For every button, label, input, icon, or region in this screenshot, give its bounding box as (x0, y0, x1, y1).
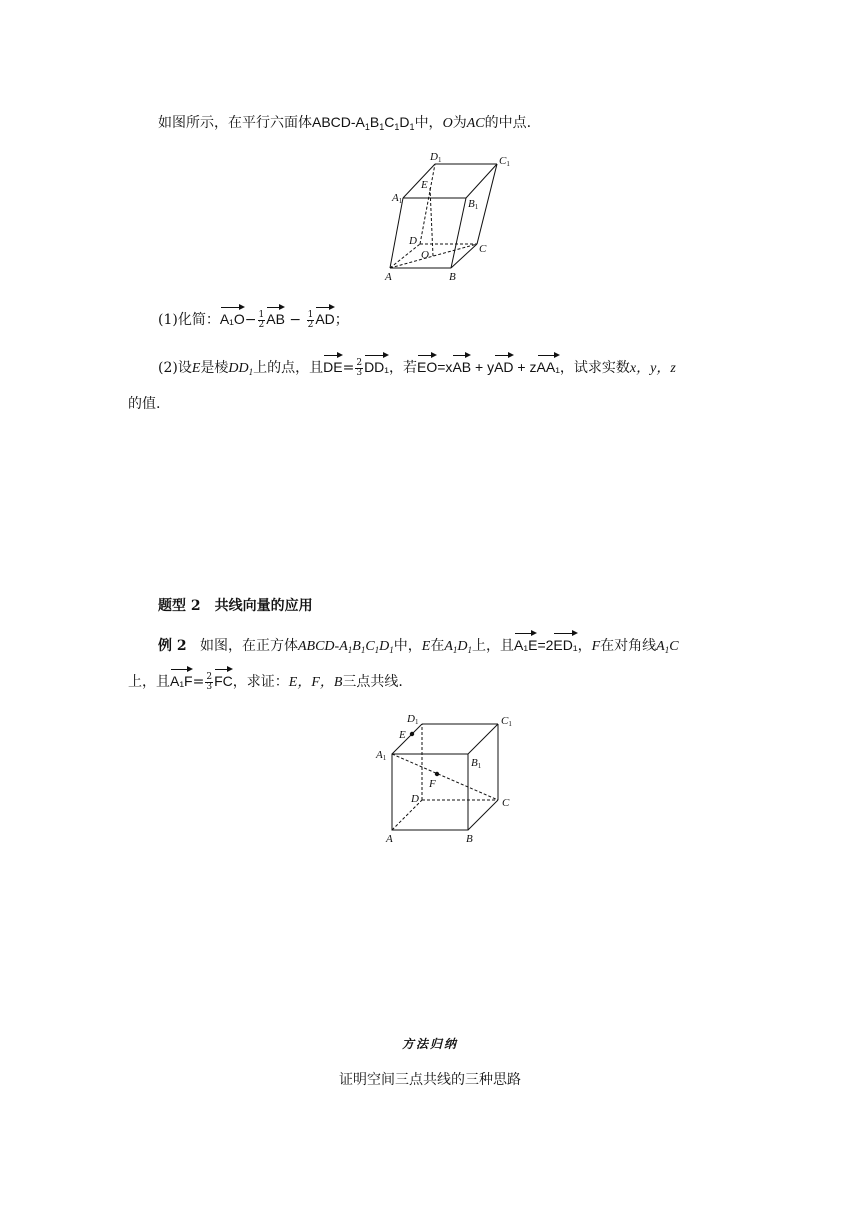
diagonal-A1C (392, 754, 498, 800)
label-B: B (466, 833, 473, 845)
intro-text: 中， (414, 115, 443, 131)
label-A: A (385, 271, 392, 283)
example-text: 中， (393, 638, 422, 654)
part2-text: 是棱 (200, 360, 229, 376)
label-D: D (409, 235, 417, 247)
vector-FC: FC (214, 668, 233, 691)
method-heading-text: 方法归纳 (401, 1037, 458, 1051)
vector-A1O: A₁O (220, 306, 245, 329)
parallelepiped-figure (380, 148, 540, 288)
problem1-part2 (158, 354, 676, 382)
edge-A1D1-text: $A_1D_1$ (444, 639, 473, 655)
label-B1: B1 (468, 198, 479, 211)
example-text: 上，且 (128, 674, 170, 690)
method-heading (0, 1034, 860, 1054)
edge-A1D1 (392, 724, 422, 754)
problem1-part2-tail (128, 394, 160, 414)
operator: + y (471, 359, 495, 375)
problem1-intro (158, 112, 531, 137)
intro-text: 如图所示，在平行六面体 (158, 115, 312, 131)
part2-text: 上的点，且 (253, 360, 324, 376)
fraction-two-thirds: $\frac{2}{3}$ (206, 671, 213, 692)
vector-AD: AD (315, 306, 334, 329)
label-F: F (429, 778, 436, 790)
part1-label: (1)化简： (158, 312, 220, 328)
fraction-half: $\frac{1}{2}$ (258, 309, 265, 330)
segment-AC: AC (466, 116, 485, 131)
operator: = (192, 674, 205, 690)
operator: − (284, 312, 306, 328)
example-text: ，求证： (232, 674, 289, 690)
example-text: 如图，在正方体 (199, 638, 298, 654)
edge-A1D1 (403, 164, 435, 198)
point-E: E (191, 361, 201, 376)
fraction-half: $\frac{1}{2}$ (307, 309, 314, 330)
label-C1: C1 (501, 715, 512, 728)
vector-AD: AD (494, 354, 513, 377)
vector-A1F: A₁F (170, 668, 193, 691)
edge-B1C1 (468, 724, 498, 754)
operator: =2 (537, 637, 554, 653)
vector-DE: DE (323, 354, 342, 377)
label-C: C (479, 243, 487, 255)
example-label: 例 2 (158, 638, 187, 654)
example-text: 在 (430, 638, 445, 654)
section2-title (158, 596, 313, 616)
method-subheading (0, 1070, 860, 1090)
edge-BC (468, 800, 498, 830)
operator: + z (513, 359, 537, 375)
label-C: C (502, 797, 510, 809)
example-text: 在对角线 (600, 638, 657, 654)
example2-line2 (128, 668, 403, 693)
cube-figure (370, 710, 530, 850)
part2-text: ，试求实数 (559, 360, 630, 376)
vector-AB: AB (452, 354, 471, 377)
edge-CC1 (477, 164, 497, 244)
label-B1: B1 (471, 757, 482, 770)
diagonal-A1C-text: $A_1C$ (656, 639, 679, 655)
point-O: O (442, 116, 453, 131)
example2-line1 (158, 632, 679, 660)
edge-BB1 (451, 198, 466, 268)
intro-text: 的中点. (484, 115, 532, 131)
point-F: F (591, 639, 601, 654)
label-O: O (421, 249, 429, 261)
edge-DD1-text: $DD_1$ (228, 361, 254, 377)
cube-name: ABCD-$A_1B_1C_1D_1$ (297, 639, 394, 655)
example-text: 上，且 (472, 638, 515, 654)
points-EFB: E，F，B (288, 675, 343, 690)
vector-ED1: ED₁ (553, 632, 577, 655)
edge-DD1 (420, 164, 435, 244)
label-D1: D1 (407, 713, 419, 726)
variables: x，y，z (629, 361, 676, 376)
label-A1: A1 (392, 192, 403, 205)
label-B: B (449, 271, 456, 283)
vector-AB: AB (266, 306, 285, 329)
method-subheading-text: 证明空间三点共线的三种思路 (339, 1072, 521, 1088)
vector-AA1: AA₁ (537, 354, 560, 377)
section-title-text: 题型 2 共线向量的应用 (158, 598, 313, 614)
label-E: E (399, 729, 406, 741)
parallelepiped-name: ABCD-$A_1B_1C_1D_1$ (312, 114, 415, 132)
label-D1: D1 (430, 151, 442, 164)
operator: = (342, 360, 355, 376)
edge-AA1 (390, 198, 403, 268)
punctuation: ， (577, 638, 592, 654)
point-E: E (421, 639, 431, 654)
part2-tail-text: 的值. (128, 396, 161, 412)
operator: =x (437, 359, 453, 375)
problem1-part1 (158, 306, 349, 330)
intro-text: 为 (452, 115, 467, 131)
fraction-two-thirds: $\frac{2}{3}$ (356, 357, 363, 378)
label-E: E (421, 179, 428, 191)
example-text: 三点共线. (342, 674, 403, 690)
edge-AD (390, 244, 420, 268)
part2-label: (2)设 (158, 360, 192, 376)
vector-DD1: DD₁ (364, 354, 389, 377)
operator: − (244, 312, 257, 328)
vector-A1E: A₁E (514, 632, 537, 655)
point-E-dot (410, 732, 414, 736)
part2-text: ，若 (389, 360, 418, 376)
punctuation: ； (334, 312, 349, 328)
vector-EO: EO (417, 354, 437, 377)
label-A: A (386, 833, 393, 845)
label-A1: A1 (376, 749, 387, 762)
point-F-dot (435, 772, 439, 776)
label-C1: C1 (499, 155, 510, 168)
label-D: D (411, 793, 419, 805)
